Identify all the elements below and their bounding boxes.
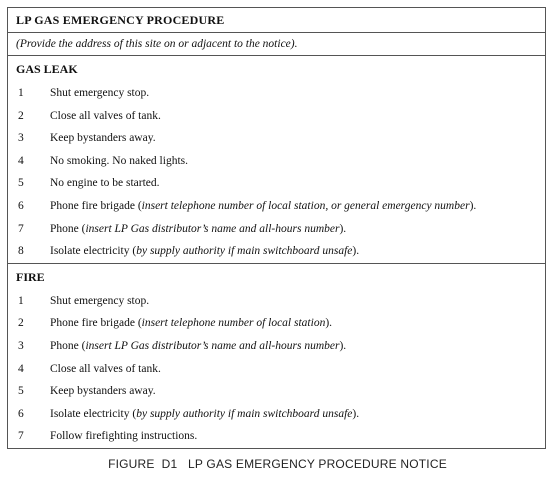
step-number: 1 [18, 294, 24, 307]
step-text [42, 290, 149, 313]
step-number: 3 [18, 132, 24, 145]
step-note: by supply authority if main switchboard unsafe [136, 245, 353, 258]
step-item [8, 195, 545, 218]
step-text [42, 425, 197, 448]
step-item [8, 150, 545, 173]
step-text [42, 172, 160, 195]
address-instruction: (Provide the address of this site on or adjacent to the notice). [8, 32, 545, 55]
step-item [8, 218, 545, 241]
step-main-text: Keep bystanders away. [50, 385, 156, 398]
step-item [8, 105, 545, 128]
step-main-text: Phone fire brigade ( [50, 199, 142, 212]
step-number: 6 [18, 199, 24, 212]
step-item [8, 290, 545, 313]
step-item [8, 82, 545, 105]
step-text [42, 195, 476, 218]
gas-leak-heading: GAS LEAK [16, 62, 78, 76]
step-item [8, 240, 545, 263]
step-main-text: Phone ( [50, 339, 86, 352]
step-main-text: Phone fire brigade ( [50, 317, 142, 330]
emergency-notice [7, 7, 546, 449]
step-main-text: No engine to be started. [50, 177, 160, 190]
step-main-text: Shut emergency stop. [50, 87, 150, 99]
step-text [42, 127, 156, 150]
step-text [42, 218, 346, 241]
step-text [42, 358, 161, 381]
step-note: insert LP Gas distributor’s name and all-hours number [85, 222, 340, 235]
step-text [42, 380, 156, 403]
step-tail: ). [339, 339, 347, 352]
step-item [8, 403, 545, 426]
step-number: 4 [18, 154, 24, 167]
step-item [8, 380, 545, 403]
step-note: insert telephone number of local station, or general emergency number [141, 199, 470, 212]
step-item [8, 172, 545, 195]
step-number: 6 [18, 407, 24, 420]
step-text [42, 312, 332, 335]
step-text [42, 403, 359, 426]
step-number: 7 [18, 430, 24, 443]
step-number: 7 [18, 222, 24, 235]
step-item [8, 425, 545, 448]
step-main-text: Phone ( [50, 222, 86, 235]
notice-title: LP GAS EMERGENCY PROCEDURE [16, 13, 225, 27]
step-item [8, 335, 545, 358]
step-main-text: Shut emergency stop. [50, 294, 150, 307]
step-text [42, 240, 359, 263]
step-text [42, 150, 188, 173]
step-note: insert telephone number of local station [141, 317, 326, 330]
step-item [8, 127, 545, 150]
step-main-text: Isolate electricity ( [50, 407, 137, 420]
step-text [42, 105, 161, 128]
fire-section [8, 263, 545, 448]
step-text [42, 82, 149, 105]
gas-leak-section [8, 55, 545, 263]
step-main-text: Follow firefighting instructions. [50, 430, 198, 443]
step-number: 4 [18, 362, 24, 375]
step-tail: ). [352, 407, 360, 420]
step-number: 1 [18, 87, 24, 99]
step-tail: ). [469, 199, 477, 212]
figure-caption [0, 457, 555, 471]
step-main-text: No smoking. No naked lights. [50, 154, 188, 167]
step-note: by supply authority if main switchboard unsafe [136, 407, 353, 420]
step-number: 5 [18, 177, 24, 190]
gas-leak-steps [8, 82, 545, 263]
fire-heading: FIRE [16, 269, 45, 284]
step-number: 2 [18, 317, 24, 330]
step-main-text: Close all valves of tank. [50, 109, 161, 122]
step-tail: ). [352, 245, 360, 258]
step-number: 8 [18, 245, 24, 258]
fire-steps [8, 290, 545, 448]
step-number: 3 [18, 339, 24, 352]
step-item [8, 358, 545, 381]
step-text [42, 335, 346, 358]
step-main-text: Close all valves of tank. [50, 362, 161, 375]
step-main-text: Isolate electricity ( [50, 245, 137, 258]
step-tail: ). [339, 222, 347, 235]
figure-title: LP GAS EMERGENCY PROCEDURE NOTICE [188, 457, 447, 471]
step-tail: ). [325, 317, 333, 330]
step-number: 5 [18, 385, 24, 398]
step-number: 2 [18, 109, 24, 122]
figure-number: FIGURE D1 [108, 457, 178, 471]
step-item [8, 312, 545, 335]
step-note: insert LP Gas distributor’s name and all-hours number [85, 339, 340, 352]
step-main-text: Keep bystanders away. [50, 132, 156, 145]
